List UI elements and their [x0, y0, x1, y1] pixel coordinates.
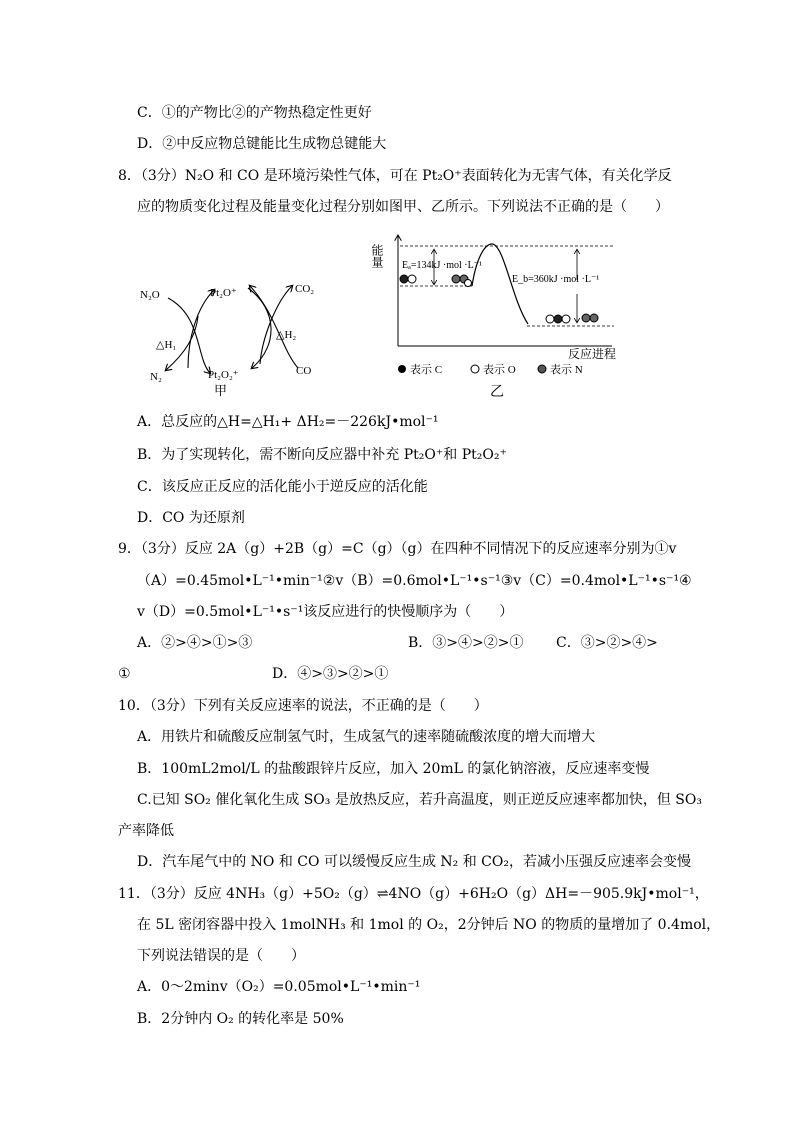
label-n2: N₂ [150, 371, 162, 383]
q7-option-c: C．①的产物比②的产物热稳定性更好 [137, 105, 372, 121]
q11-option-b: B．2分钟内 O₂ 的转化率是 50% [137, 1011, 344, 1027]
product-o-atom-2 [562, 315, 570, 323]
legend-o-icon [471, 365, 479, 373]
q9-stem-line1: 9．（3分）反应 2A（g）+2B（g）=C（g）（g）在四种不同情况下的反应速率分别为①v [118, 541, 677, 557]
label-co: CO [296, 365, 312, 377]
y-axis-label-1: 能量 [370, 244, 384, 268]
q8-option-d: D．CO 为还原剂 [137, 510, 245, 526]
q8-option-a: A．总反应的△H=△H₁+ ΔH₂=－226kJ•mol⁻¹ [137, 414, 439, 430]
label-n2o: N₂O [140, 289, 160, 301]
q10-option-b: B．100mL2mol/L 的盐酸跟锌片反应，加入 20mL 的氯化钠溶液，反应速率变慢 [137, 761, 650, 777]
label-co2: CO₂ [295, 283, 315, 295]
x-axis-label: 反应进程 [568, 347, 617, 361]
product-n-atom-2 [590, 314, 598, 322]
q10-stem: 10．（3分）下列有关反应速率的说法，不正确的是（ ） [118, 698, 488, 714]
reactant-o-atom [408, 275, 416, 283]
q11-option-a: A．0～2minv（O₂）=0.05mol•L⁻¹•min⁻¹ [137, 979, 421, 995]
q10-option-a: A．用铁片和硫酸反应制氢气时，生成氢气的速率随硫酸浓度的增大而增大 [137, 729, 596, 745]
q9-stem-line2: （A）=0.45mol•L⁻¹•min⁻¹②v（B）=0.6mol•L⁻¹•s⁻¹③v（C）=0.4mol•L⁻¹•s⁻¹④ [137, 573, 692, 589]
arrow-co-to-pt2o [250, 286, 298, 368]
q8-stem-line2: 应的物质变化过程及能量变化过程分别如图甲、乙所示。下列说法不正确的是（ ） [137, 199, 669, 215]
product-n-atom [582, 314, 590, 322]
q11-stem-line1: 11．（3分）反应 4NH₃（g）+5O₂（g）⇌4NO（g）+6H₂O（g）ΔH=－905.9kJ•mol⁻¹， [118, 886, 709, 902]
ea-label: Eₐ=134kJ ·mol ·L⁻¹ [402, 260, 482, 271]
legend-n: 表示 N [550, 364, 583, 376]
q9-option-d: D．④>③>②>① [272, 666, 389, 682]
reactant-o-atom-2 [465, 280, 472, 287]
q11-stem-line2: 在 5L 密闭容器中投入 1molNH₃ 和 1mol 的 O₂，2分钟后 NO 的物质的量增加了 0.4mol， [137, 917, 721, 933]
q8-option-b: B．为了实现转化，需不断向反应器中补充 Pt₂O⁺和 Pt₂O₂⁺ [137, 447, 507, 463]
figure-yi [372, 230, 622, 402]
q10-option-c: C.已知 SO₂ 催化氧化生成 SO₃ 是放热反应，若升高温度，则正逆反应速率都加快，但 SO₃ [137, 792, 702, 808]
eb-label: E_b=360kJ ·mol ·L⁻¹ [512, 274, 600, 285]
arrow-pt2o-to-pt2o2 [248, 288, 271, 368]
reactant-n-atom [452, 275, 460, 283]
legend-n-icon [538, 365, 546, 373]
reactant-c-atom [400, 275, 408, 283]
q9-option-b: B．③>④>②>① [408, 635, 524, 651]
legend-o: 表示 O [483, 364, 516, 376]
label-pt2o2: Pt₂O₂⁺ [208, 369, 239, 381]
q7-option-d: D．②中反应物总键能比生成物总键能大 [137, 136, 387, 152]
q9-option-c-cont: ① [118, 666, 131, 682]
arrow-to-pt2o [188, 290, 214, 368]
q9-stem-line3: v（D）=0.5mol•L⁻¹•s⁻¹该反应进行的快慢顺序为（ ） [137, 604, 514, 620]
q9-option-c: C．③>②>④> [556, 635, 658, 651]
figure-jia [130, 268, 340, 403]
label-pt2o: Pt₂O⁺ [210, 287, 237, 299]
product-c-atom [554, 315, 562, 323]
q10-option-c-cont: 产率降低 [118, 823, 174, 839]
label-dh1: △H₁ [156, 339, 177, 351]
label-dh2: △H₂ [276, 329, 297, 341]
q10-option-d: D．汽车尾气中的 NO 和 CO 可以缓慢反应生成 N₂ 和 CO₂，若减小压强反应速率会变慢 [137, 854, 691, 870]
caption-yi: 乙 [490, 385, 504, 400]
q11-stem-line3: 下列说法错误的是（ ） [137, 948, 305, 964]
q9-option-a: A．②>④>①>③ [137, 635, 253, 651]
q8-option-c: C．该反应正反应的活化能小于逆反应的活化能 [137, 479, 428, 495]
legend-c-icon [398, 365, 406, 373]
caption-jia: 甲 [214, 383, 228, 398]
legend-c: 表示 C [410, 364, 443, 376]
product-o-atom [546, 315, 554, 323]
q8-stem-line1: 8．（3分）N₂O 和 CO 是环境污染性气体，可在 Pt₂O⁺表面转化为无害气体，有关化学反 [118, 168, 672, 184]
